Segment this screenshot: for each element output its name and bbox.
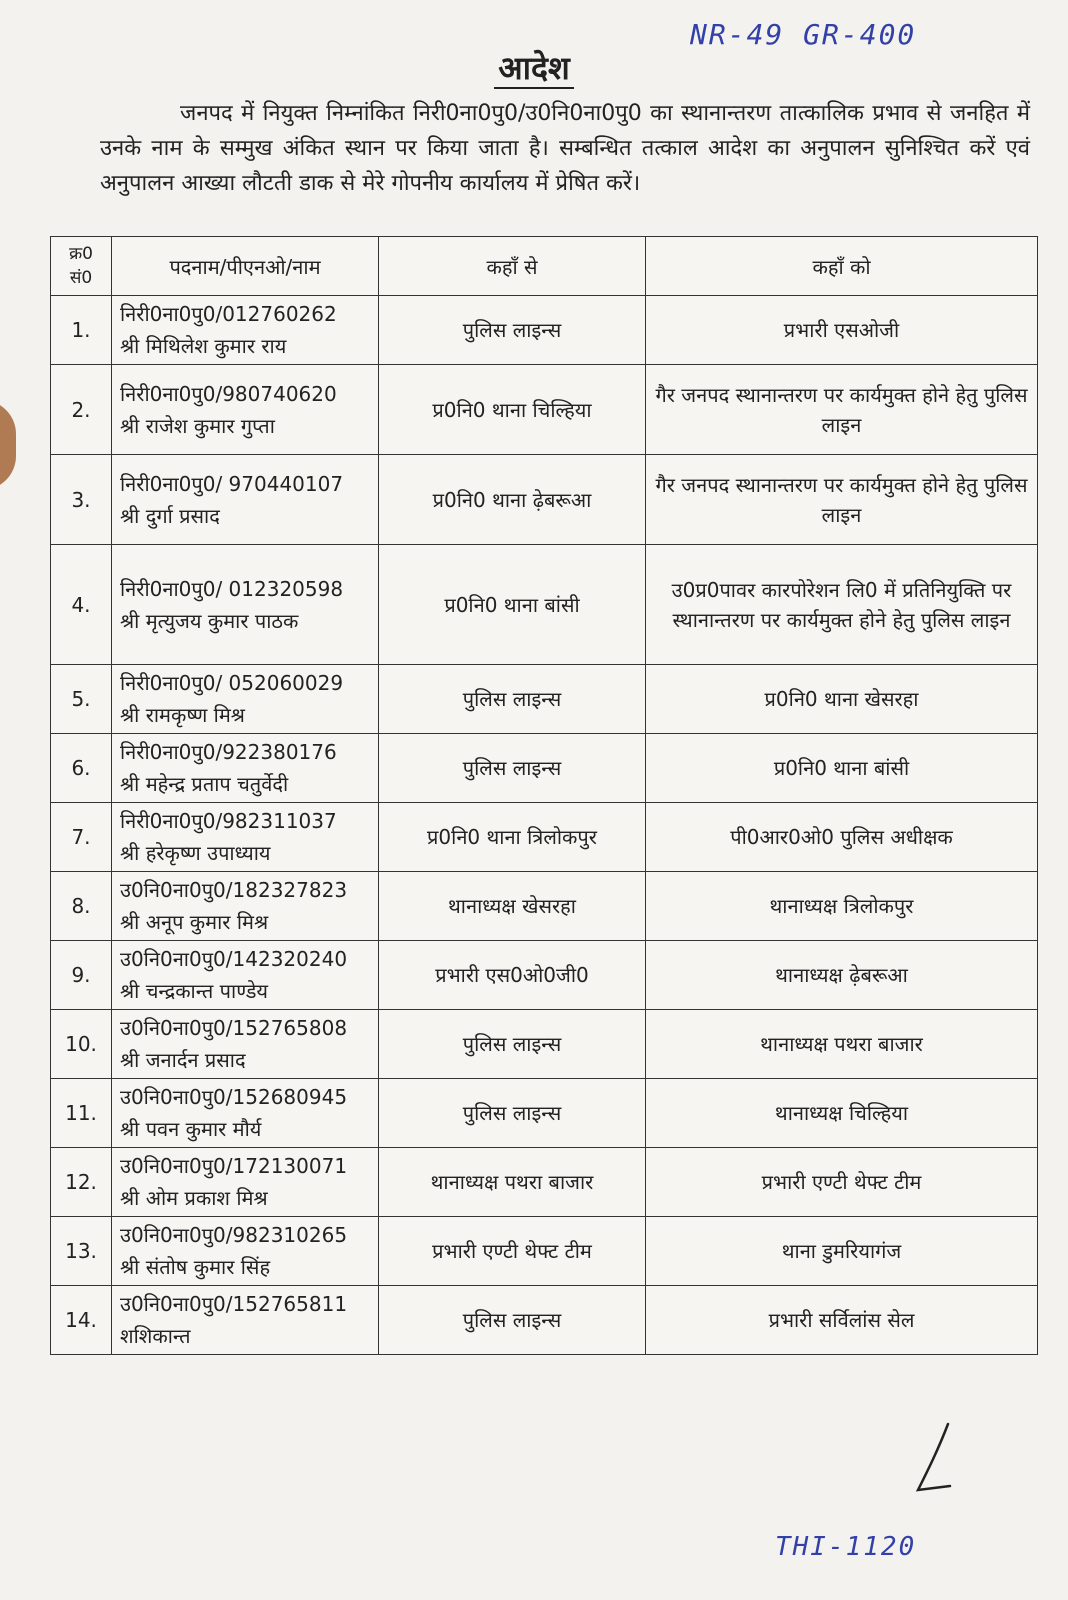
post-pno: निरी0ना0पु0/980740620 (120, 381, 337, 406)
officer-name: श्री जनार्दन प्रसाद (120, 1048, 246, 1072)
table-row (51, 665, 1038, 734)
serial-cell: 8. (51, 872, 112, 941)
table-row (51, 872, 1038, 941)
post-cell (112, 365, 379, 455)
table-row (51, 365, 1038, 455)
serial-cell: 13. (51, 1217, 112, 1286)
table-row (51, 455, 1038, 545)
from-cell: प्र0नि0 थाना चिल्हिया (379, 365, 646, 455)
to-cell: प्रभारी एण्टी थेफ्ट टीम (646, 1148, 1038, 1217)
photo-thumb-edge (0, 400, 16, 490)
officer-name: श्री ओम प्रकाश मिश्र (120, 1186, 268, 1210)
post-pno: उ0नि0ना0पु0/152765811 (120, 1292, 348, 1316)
from-cell: प्रभारी एण्टी थेफ्ट टीम (379, 1217, 646, 1286)
table-row (51, 545, 1038, 665)
from-cell: पुलिस लाइन्स (379, 296, 646, 365)
to-cell: थाना डुमरियागंज (646, 1217, 1038, 1286)
from-cell: पुलिस लाइन्स (379, 1079, 646, 1148)
header-from: कहाँ से (379, 237, 646, 296)
header-serial: क्र0 सं0 (51, 237, 112, 296)
to-cell: उ0प्र0पावर कारपोरेशन लि0 में प्रतिनियुक्ति पर स्थानान्तरण पर कार्यमुक्त होने हेतु पुलिस लाइन (646, 545, 1038, 665)
officer-name: श्री मिथिलेश कुमार राय (120, 334, 287, 358)
table-row (51, 296, 1038, 365)
officer-name: श्री हरेकृष्ण उपाध्याय (120, 841, 271, 865)
serial-cell: 12. (51, 1148, 112, 1217)
from-cell: पुलिस लाइन्स (379, 1010, 646, 1079)
post-cell (112, 1217, 379, 1286)
serial-cell: 10. (51, 1010, 112, 1079)
officer-name: श्री संतोष कुमार सिंह (120, 1255, 271, 1279)
to-cell: थानाध्यक्ष चिल्हिया (646, 1079, 1038, 1148)
post-pno: निरी0ना0पु0/ 012320598 (120, 576, 344, 601)
serial-cell: 9. (51, 941, 112, 1010)
handwritten-dispatch-note: THI-1120 (775, 1532, 917, 1562)
post-cell (112, 872, 379, 941)
post-cell (112, 1286, 379, 1355)
post-cell (112, 1148, 379, 1217)
to-cell: थानाध्यक्ष ढ़ेबरूआ (646, 941, 1038, 1010)
post-pno: उ0नि0ना0पु0/142320240 (120, 947, 348, 971)
to-cell: प्रभारी सर्विलांस सेल (646, 1286, 1038, 1355)
post-pno: निरी0ना0पु0/ 970440107 (120, 471, 344, 496)
table-row (51, 803, 1038, 872)
from-cell: पुलिस लाइन्स (379, 665, 646, 734)
officer-name: शशिकान्त (120, 1324, 191, 1348)
table-body (51, 296, 1038, 1355)
serial-cell: 6. (51, 734, 112, 803)
from-cell: प्र0नि0 थाना त्रिलोकपुर (379, 803, 646, 872)
post-cell (112, 941, 379, 1010)
header-post-pno-name: पदनाम/पीएनओ/नाम (112, 237, 379, 296)
table-row (51, 734, 1038, 803)
serial-cell: 4. (51, 545, 112, 665)
officer-name: श्री रामकृष्ण मिश्र (120, 703, 245, 727)
table-row (51, 941, 1038, 1010)
officer-name: श्री मृत्युजय कुमार पाठक (120, 608, 299, 633)
post-pno: उ0नि0ना0पु0/172130071 (120, 1154, 348, 1178)
officer-name: श्री अनूप कुमार मिश्र (120, 910, 269, 934)
serial-cell: 3. (51, 455, 112, 545)
table-row (51, 1148, 1038, 1217)
transfer-table (50, 236, 1038, 1355)
post-cell (112, 1079, 379, 1148)
post-pno: निरी0ना0पु0/012760262 (120, 302, 337, 326)
to-cell: थानाध्यक्ष पथरा बाजार (646, 1010, 1038, 1079)
order-title (0, 46, 1068, 89)
from-cell: थानाध्यक्ष पथरा बाजार (379, 1148, 646, 1217)
to-cell: प्रभारी एसओजी (646, 296, 1038, 365)
post-pno: निरी0ना0पु0/922380176 (120, 740, 337, 764)
table-row (51, 1079, 1038, 1148)
table-row (51, 1217, 1038, 1286)
post-pno: उ0नि0ना0पु0/982310265 (120, 1223, 348, 1247)
officer-name: श्री पवन कुमार मौर्य (120, 1117, 262, 1141)
serial-cell: 1. (51, 296, 112, 365)
order-title-text: आदेश (494, 49, 573, 89)
post-cell (112, 803, 379, 872)
post-cell (112, 665, 379, 734)
header-to: कहाँ को (646, 237, 1038, 296)
post-pno: उ0नि0ना0पु0/152765808 (120, 1016, 348, 1040)
from-cell: प्र0नि0 थाना ढ़ेबरूआ (379, 455, 646, 545)
post-cell (112, 545, 379, 665)
to-cell: थानाध्यक्ष त्रिलोकपुर (646, 872, 1038, 941)
serial-cell: 7. (51, 803, 112, 872)
from-cell: पुलिस लाइन्स (379, 734, 646, 803)
to-cell: गैर जनपद स्थानान्तरण पर कार्यमुक्त होने हेतु पुलिस लाइन (646, 365, 1038, 455)
serial-cell: 5. (51, 665, 112, 734)
post-pno: उ0नि0ना0पु0/152680945 (120, 1085, 348, 1109)
from-cell: प्रभारी एस0ओ0जी0 (379, 941, 646, 1010)
officer-name: श्री चन्द्रकान्त पाण्डेय (120, 979, 268, 1003)
handwritten-signature (890, 1420, 970, 1510)
table-row (51, 1286, 1038, 1355)
serial-cell: 14. (51, 1286, 112, 1355)
post-pno: निरी0ना0पु0/ 052060029 (120, 671, 344, 695)
post-cell (112, 455, 379, 545)
to-cell: प्र0नि0 थाना बांसी (646, 734, 1038, 803)
post-pno: उ0नि0ना0पु0/182327823 (120, 878, 348, 902)
order-intro-paragraph: जनपद में नियुक्त निम्नांकित निरी0ना0पु0/उ0नि0ना0पु0 का स्थानान्तरण तात्कालिक प्रभाव से जनहित में उनके नाम के सम्मुख अंकित स्थान पर किया जाता है। सम्बन्धित तत्काल आदेश का अनुपालन सुनिश्चित करें एवं अनुपालन आख्या लौटती डाक से मेरे गोपनीय कार्यालय में प्रेषित करें। (100, 101, 1030, 196)
officer-name: श्री दुर्गा प्रसाद (120, 503, 220, 528)
from-cell: पुलिस लाइन्स (379, 1286, 646, 1355)
table-row (51, 1010, 1038, 1079)
post-pno: निरी0ना0पु0/982311037 (120, 809, 337, 833)
to-cell: पी0आर0ओ0 पुलिस अधीक्षक (646, 803, 1038, 872)
officer-name: श्री महेन्द्र प्रताप चतुर्वेदी (120, 772, 289, 796)
post-cell (112, 1010, 379, 1079)
serial-cell: 11. (51, 1079, 112, 1148)
to-cell: प्र0नि0 थाना खेसरहा (646, 665, 1038, 734)
officer-name: श्री राजेश कुमार गुप्ता (120, 413, 275, 438)
post-cell (112, 296, 379, 365)
table-header-row (51, 237, 1038, 296)
handwritten-ref-note: NR-49 GR-400 (690, 18, 917, 51)
to-cell: गैर जनपद स्थानान्तरण पर कार्यमुक्त होने हेतु पुलिस लाइन (646, 455, 1038, 545)
from-cell: थानाध्यक्ष खेसरहा (379, 872, 646, 941)
from-cell: प्र0नि0 थाना बांसी (379, 545, 646, 665)
post-cell (112, 734, 379, 803)
serial-cell: 2. (51, 365, 112, 455)
